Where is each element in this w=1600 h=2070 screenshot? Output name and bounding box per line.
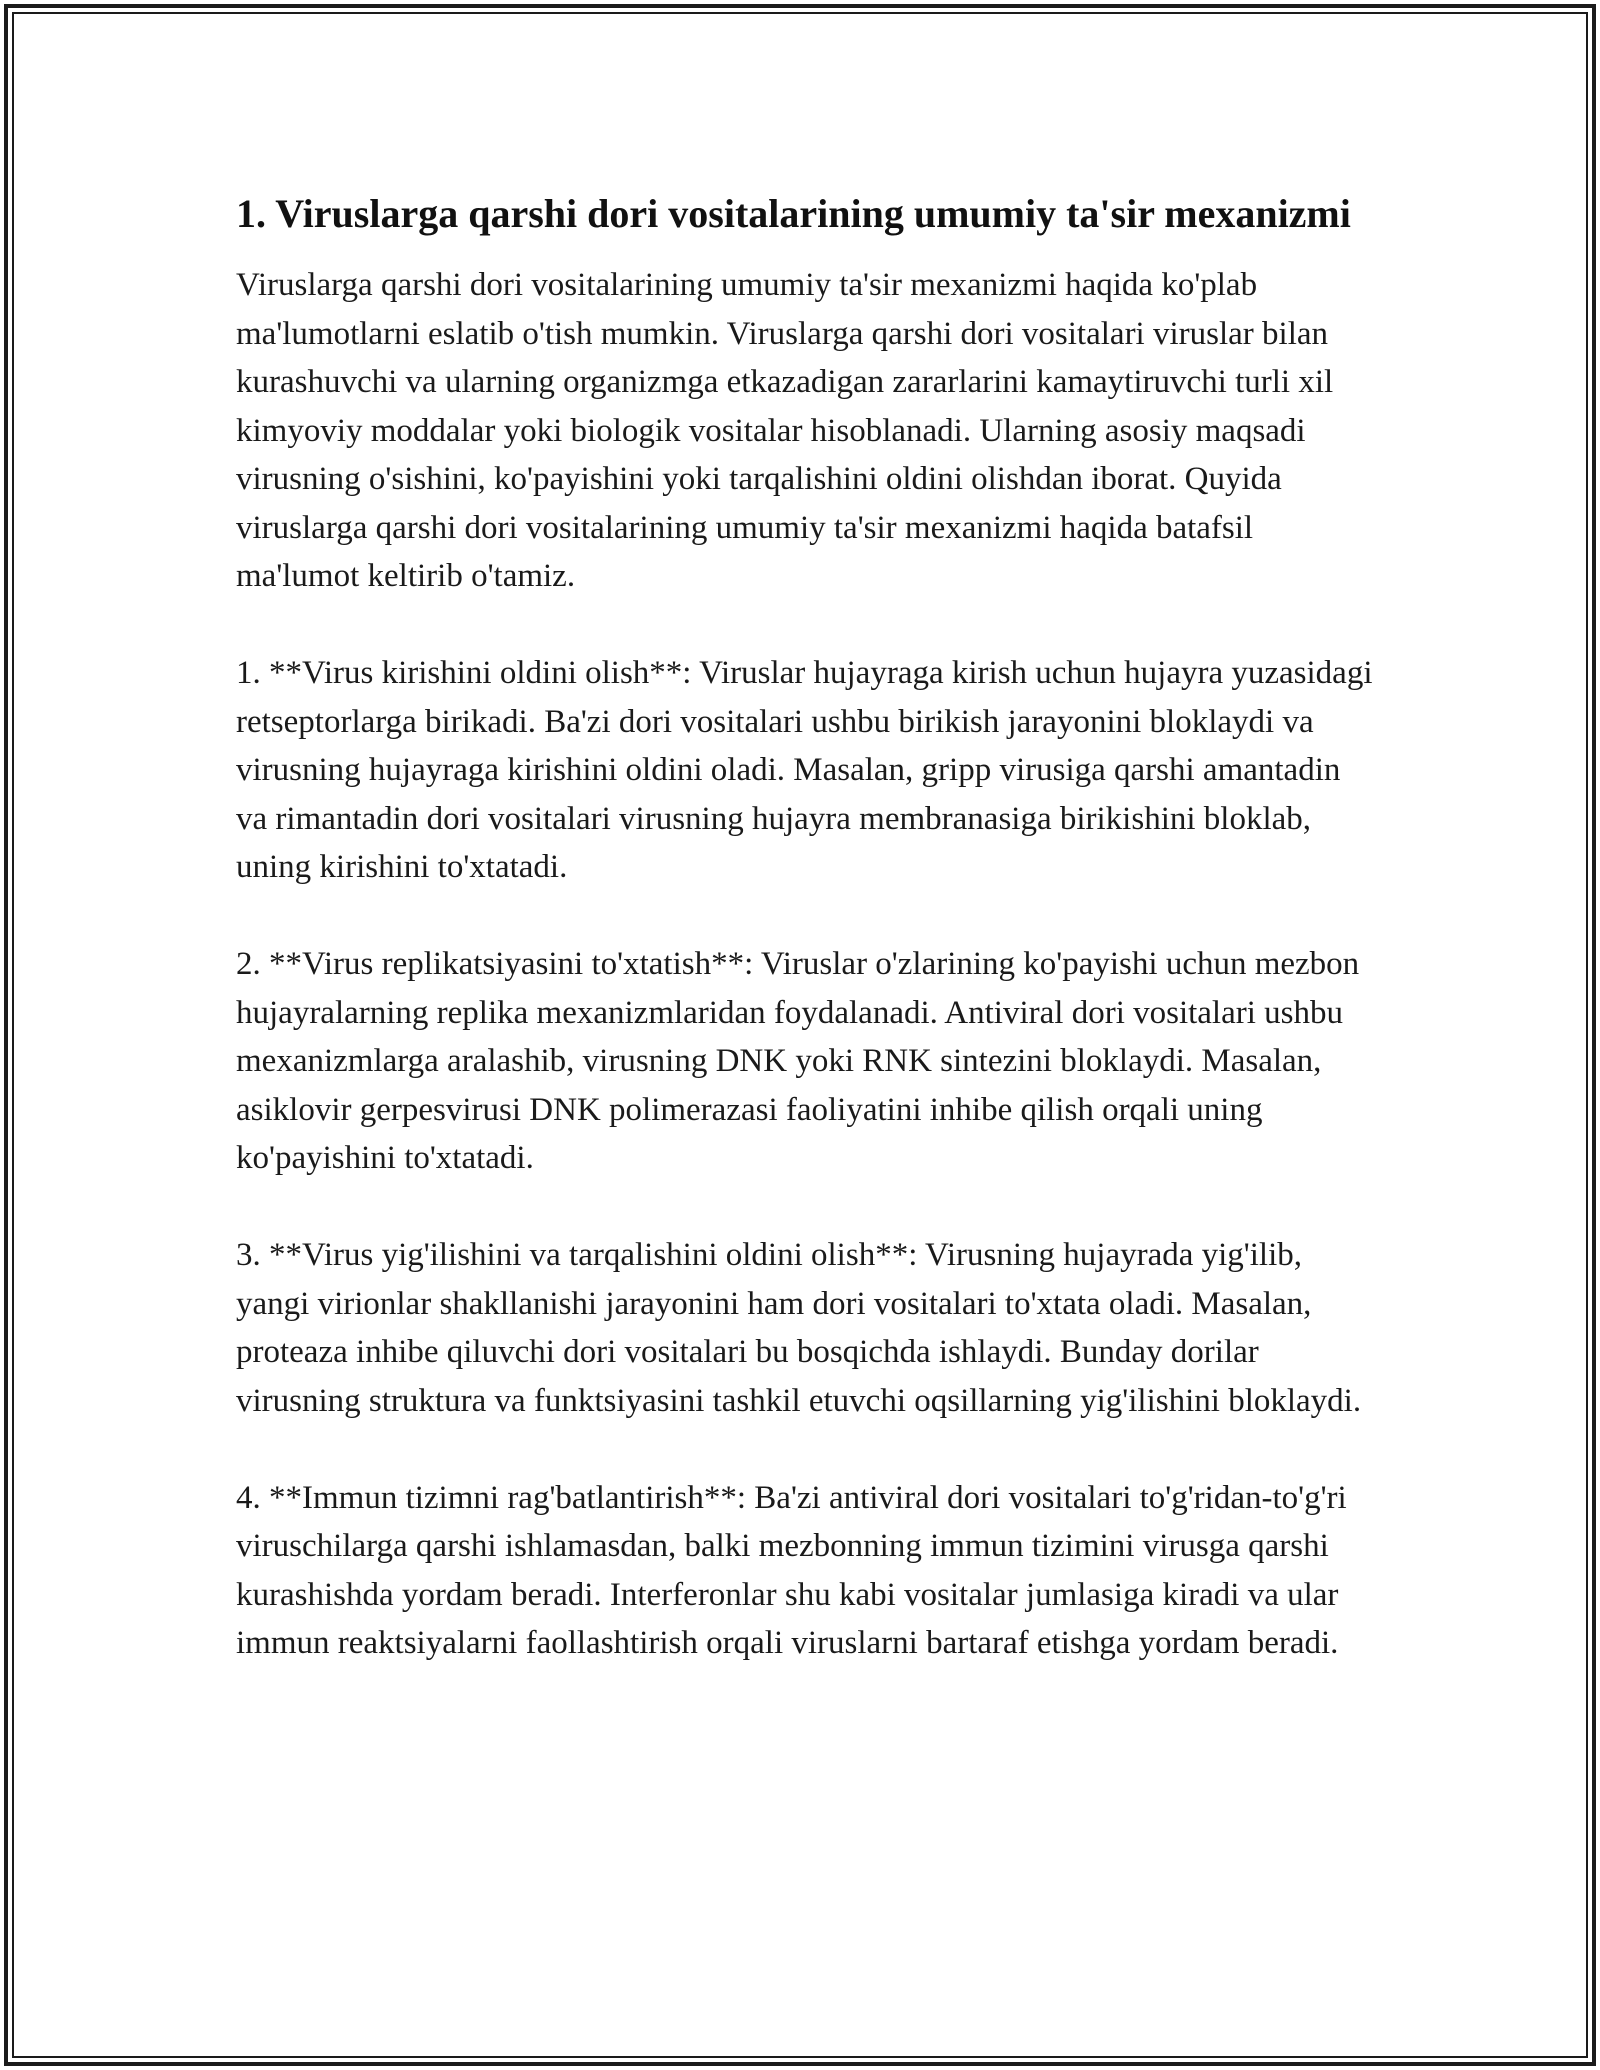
point-4-paragraph: 4. **Immun tizimni rag'batlantirish**: Ba'zi antiviral dori vositalari to'g'ridan-to'g'ri viruschilarga qarshi ishlamasdan, balki mezbonning immun tizimini virusga qarshi kurashishda yordam beradi. Interferonlar shu kabi vositalar jumlasiga kiradi va ular immun reaktsiyalarni faollashtirish orqali viruslarni bartaraf etishga yordam beradi. — [236, 1479, 1347, 1661]
document-body — [236, 186, 1378, 1716]
point-2-paragraph: 2. **Virus replikatsiyasini to'xtatish**: Viruslar o'zlarining ko'payishi uchun mezbon hujayralarning replika mexanizmlaridan foydalanadi. Antiviral dori vositalari ushbu mexanizmlarga aralashib, virusning DNK yoki RNK sintezini bloklaydi. Masalan, asiklovir gerpesvirusi DNK polimerazasi faoliyatini inhibe qilish orqali uning ko'payishini to'xtatadi. — [236, 946, 1360, 1176]
point-3-paragraph: 3. **Virus yig'ilishini va tarqalishini oldini olish**: Virusning hujayrada yig'ilib, yangi virionlar shakllanishi jarayonini ham dori vositalari to'xtata oladi. Masalan, proteaza inhibe qiluvchi dori vositalari bu bosqichda ishlaydi. Bunday dorilar virusning struktura va funktsiyasini tashkil etuvchi oqsillarning yig'ilishini bloklaydi. — [236, 1237, 1362, 1419]
point-1-paragraph: 1. **Virus kirishini oldini olish**: Viruslar hujayraga kirish uchun hujayra yuzasidagi retseptorlarga birikadi. Ba'zi dori vositalari ushbu birikish jarayonini bloklaydi va virusning hujayraga kirishini oldini oladi. Masalan, gripp virusiga qarshi amantadin va rimantadin dori vositalari virusning hujayra membranasiga birikishini bloklab, uning kirishini to'xtatadi. — [236, 655, 1373, 885]
section-heading: 1. Viruslarga qarshi dori vositalarining umumiy ta'sir mexanizmi — [236, 191, 1351, 236]
intro-paragraph: Viruslarga qarshi dori vositalarining umumiy ta'sir mexanizmi haqida ko'plab ma'lumotlarni eslatib o'tish mumkin. Viruslarga qarshi dori vositalari viruslar bilan kurashuvchi va ularning organizmga etkazadigan zararlarini kamaytiruvchi turli xil kimyoviy moddalar yoki biologik vositalar hisoblanadi. Ularning asosiy maqsadi virusning o'sishini, ko'payishini yoki tarqalishini oldini olishdan iborat. Quyida viruslarga qarshi dori vositalarining umumiy ta'sir mexanizmi haqida batafsil ma'lumot keltirib o'tamiz. — [236, 267, 1334, 594]
